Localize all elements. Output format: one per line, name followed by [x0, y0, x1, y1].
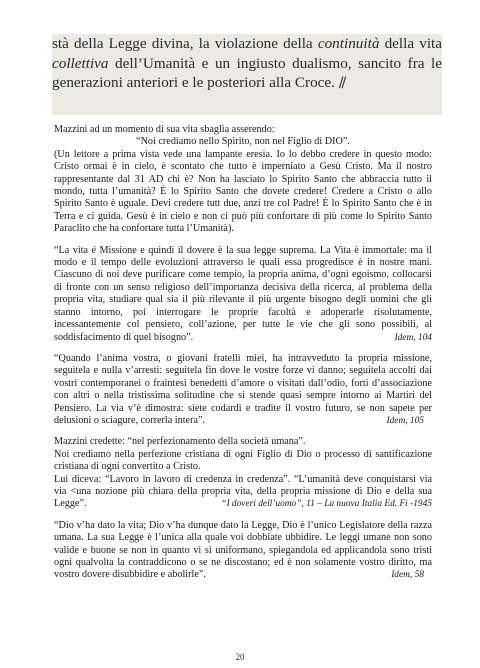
source-citation: Idem, 105	[386, 415, 424, 426]
mazzini-quote: “Noi crediamo nello Spirito, non nel Figlio di DIO”.	[136, 136, 350, 148]
clipping-text: stà della Legge divina, la violazione della continuità della vita collettiva dell’Umanità e un ingiusto dualismo, sancito fra le generazioni anteriori e le posteriori alla Croce. //	[52, 35, 442, 92]
intro-line: Mazzini ad un momento di sua vita sbaglia asserendo:	[54, 124, 275, 135]
lavoro-paragraph: Lui diceva: “Lavoro in lavoro di credenza in credenza”. “L’umanità deve conquistarsi via via <una nozione più chiara della propria vita, della propria missione di Dio e della sua Legge”. “I doveri dell’uomo”, 11 – La nuova Italia Ed. Fi -1945	[54, 473, 432, 510]
source-citation: “I doveri dell’uomo”, 11 – La nuova Italia Ed. Fi -1945	[221, 499, 432, 510]
quote-paragraph-4: “Dio v’ha dato la vita; Dio v’ha dunque dato la Legge, Dio è l’unico Legislatore della razza umana. La sua Legge è l’unica alla quale voi dobbiate ubbidire. Le leggi umane non sono valide e buone se non in quanto vi si uniformano, spiegandola ed applicandola sono tristi ogni qualvolta la contraddicono o se ne discostano; ed è non solamente vostro diritto, ma vostro dovere disubbidire e abolirle”. Idem, 58	[54, 519, 432, 581]
quote-paragraph-1: “La vita é Missione e quindi il dovere è la sua legge suprema. La Vita è immortale: ma il modo e il tempo delle evoluzioni attraverso le quali essa progredisce è in nostre mani. Ciascuno di noi deve purificare come tempio, la propria anima, d’ogni egoismo, collocarsi di fronte con un senso religioso dell’importanza decisiva della ricerca, al problema della propria vita, studiare qual sia il più rilevante il più urgente bisogno degli uomini che gli stanno intorno, poi interrogare le proprie facoltà e adoperarle risolutamente, incessantemente col pensiero, coll’azione, per tutte le vie che gli sono possibili, al soddisfacimento di quel bisogno”. Idem, 104	[54, 244, 432, 343]
newspaper-clipping	[52, 34, 442, 115]
source-citation: Idem, 58	[391, 570, 424, 581]
commentary-paragraph: (Un lettore a prima vista vede una lampante eresia. Io lo debbo credere in questo modo: Cristo ormai è in cielo, è scontato che tutto è imperniato a Gesù Cristo. Ma il nostro rappresentante dal 31 AD chi è? Non ha lasciato lo Spirito Santo che abbraccia tutto il mondo, tutta l’umanità? È lo Spirito Santo che dovete credere! Credere a Cristo o allo Spirito Santo è uguale. Devi credere tutt due, anzi tre col Padre! È lo Spirito Santo che è in Terra e ci guida. Gesù è in cielo e non ci può più confortare di più come lo Spirito Santo Paraclito che ha confortare tutta l’Umanità).	[54, 148, 432, 235]
handwritten-mark: //	[338, 75, 345, 92]
page-number: 20	[235, 652, 245, 662]
page-body	[54, 124, 432, 582]
belief-paragraph: Noi crediamo nella perfezione cristiana di ogni Figlio di Dio o processo di santificazione cristiana di ogni convertito a Cristo.	[54, 448, 432, 473]
source-citation: Idem, 104	[394, 332, 432, 343]
quote-paragraph-2: “Quando l’anima vostra, o giovani fratelli miei, ha intravveduto la propria missione, seguitela e nulla v’arresti: seguitela fin dove le vostre forze vi danno; seguitela accolti dai vostri contemporanei o fraintesi benedetti d’amore o visitati dall’odio, forti d’associazione con altri o nella tristissima solitudine che si stende quasi sempre intorno ai Martiri del Pensiero. La via v’è dimostra: siete codardi e tradite il vostro futuro, se non sapete per delusioni o sciagure, correrla intera”. Idem, 105	[54, 352, 432, 426]
belief-line: Mazzini credette: “nel perfezionamento della società umana”.	[54, 436, 306, 448]
